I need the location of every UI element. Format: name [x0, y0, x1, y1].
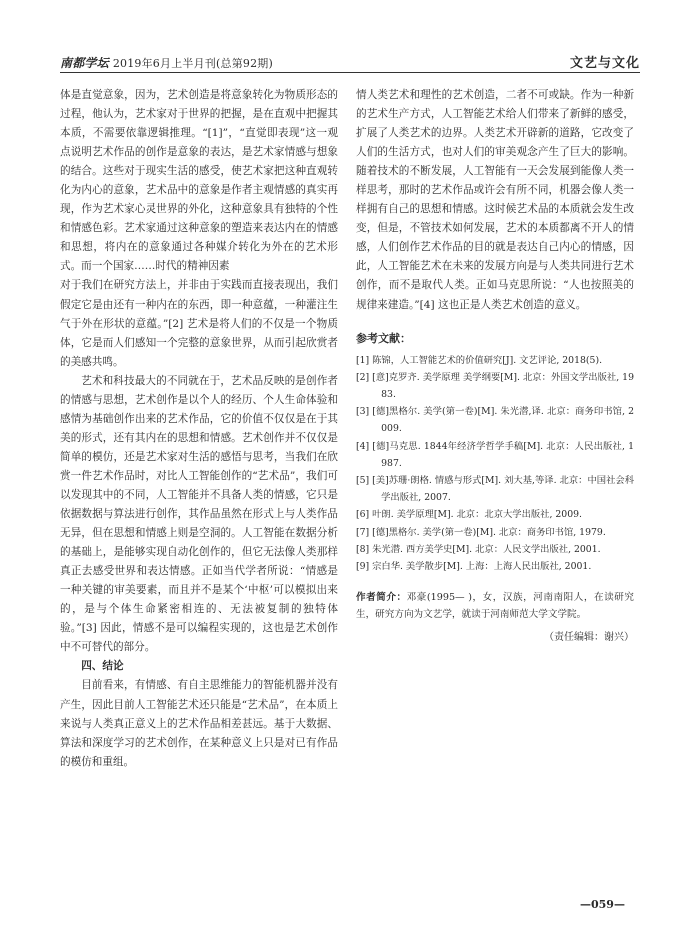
page-number: —059—: [580, 898, 625, 911]
author-text: 邓豪(1995— )，女，汉族，河南南阳人，在读研究生，研究方向为文艺学，就读于河南师范大学文学院。: [356, 592, 635, 621]
header-left: [60, 54, 273, 71]
issue-info: 2019年6月上半月刊(总第92期): [112, 57, 273, 70]
section-name: 文艺与文化: [569, 56, 640, 71]
left-column: [60, 86, 338, 772]
reference-item: [7] [德]黑格尔. 美学(第一卷)[M]. 北京：商务印书馆, 1979.: [356, 526, 606, 538]
author-label: 作者简介：: [356, 592, 407, 604]
reference-item: [2] [意]克罗齐. 美学原理 美学纲要[M]. 北京：外国文学出版社, 1983.: [356, 371, 634, 401]
journal-name: 南都学坛: [60, 56, 109, 70]
running-header: [60, 52, 640, 72]
author-bio: [356, 589, 634, 623]
body-paragraph: 对于我们在研究方法上，并非由于实践而直接表现出，我们假定它是由还有一种内在的东西，即一种意蕴，一种灌注生气于外在形状的意蕴。”[2] 艺术是将人们的不仅是一个物质体，它是而人们感知一个完整的意象世界，从而引起欣赏者的美感共鸣。: [60, 279, 338, 368]
responsible-editor: （责任编辑：谢兴）: [544, 631, 634, 643]
references-list: [356, 352, 634, 576]
body-paragraph: 艺术和科技最大的不同就在于，艺术品反映的是创作者的情感与思想，艺术创作是以个人的经历、个人生命体验和感情为基础创作出来的艺术作品，它的价值不仅仅是在于其美的形式，还有其内在的思想和情感。艺术创作并不仅仅是简单的模仿，还是艺术家对生活的感悟与思考，当我们在欣赏一件艺术作品时，对比人工智能创作的“艺术品”，我们可以发现其中的不同，人工智能并不具备人类的情感，它只是依据数据与算法进行创作，其作品虽然在形式上与人类作品无异，但在思想和情感上则是空洞的。人工智能在数据分析的基础上，是能够实现自动化创作的，但它无法像人类那样真正去感受世界和表达情感。正如当代学者所说：“情感是一种关键的审美要素，而且并不是某个‘中枢’可以模拟出来的，是与个体生命紧密相连的、无法被复制的独特体验。”[3] 因此，情感不是可以编程实现的，这也是艺术创作中不可替代的部分。: [60, 374, 338, 654]
reference-item: [5] [美]苏珊·朗格. 情感与形式[M]. 刘大基,等译. 北京：中国社会科学出版社, 2007.: [356, 475, 634, 504]
body-paragraph: 体是直觉意象，因为，艺术创造是将意象转化为物质形态的过程，他认为，艺术家对于世界的把握，是在直观中把握其本质，不需要依靠逻辑推理。“[1]”，“直觉即表现”这一观点说明艺术作品的创作是意象的表达，是艺术家情感与想象的结合。这些对于现实生活的感受，使艺术家把这种直观转化为内心的意象，艺术品中的意象是作者主观情感的真实再现，作为艺术家心灵世界的外化，这种意象具有独特的个性和情感色彩。艺术家通过这种意象的塑造来表达内在的情感和思想，将内在的意象通过各种媒介转化为外在的艺术形式。而一个国家……时代的精神因素: [60, 89, 338, 273]
right-column: [356, 86, 634, 647]
header-rule: [60, 72, 640, 73]
body-paragraph: 情人类艺术和理性的艺术创造，二者不可或缺。作为一种新的艺术生产方式，人工智能艺术给人们带来了新鲜的感受，扩展了人类艺术的边界。人类艺术开辟新的道路，它改变了人们的生活方式，也对人们的审美观念产生了巨大的影响。随着技术的不断发展，人工智能有一天会发展到能像人类一样思考，那时的艺术作品或许会有所不同，机器会像人类一样拥有自己的思想和情感。这时候艺术品的本质就会发生改变，但是，不管技术如何发展，艺术的本质都离不开人的情感，人们创作艺术作品的目的就是表达自己内心的情感，因此，人工智能艺术在未来的发展方向是与人类共同进行艺术创作，而不是取代人类。正如马克思所说：“人也按照美的规律来建造。”[4] 这也正是人类艺术创造的意义。: [356, 89, 634, 311]
conclusion-paragraph: 目前看来，有情感、有自主思维能力的智能机器并没有产生，因此目前人工智能艺术还只能是“艺术品”，在本质上来说与人类真正意义上的艺术作品相差甚远。基于大数据、算法和深度学习的艺术创作，在某种意义上只是对已有作品的模仿和重组。: [60, 679, 338, 768]
reference-item: [3] [德]黑格尔. 美学(第一卷)[M]. 朱光潜,译. 北京：商务印书馆, 2009.: [356, 406, 634, 435]
references-title: 参考文献：: [356, 331, 411, 345]
section-heading: 四、结论: [81, 660, 124, 673]
reference-item: [6] 叶朗. 美学原理[M]. 北京：北京大学出版社, 2009.: [356, 509, 582, 521]
reference-item: [8] 朱光潜. 西方美学史[M]. 北京：人民文学出版社, 2001.: [356, 543, 601, 555]
reference-item: [4] [德]马克思. 1844年经济学哲学手稿[M]. 北京：人民出版社, 1987.: [356, 440, 634, 469]
reference-item: [1] 陈锦，人工智能艺术的价值研究[J]. 文艺评论, 2018(5).: [356, 354, 603, 366]
reference-item: [9] 宗白华. 美学散步[M]. 上海：上海人民出版社, 2001.: [356, 561, 592, 573]
